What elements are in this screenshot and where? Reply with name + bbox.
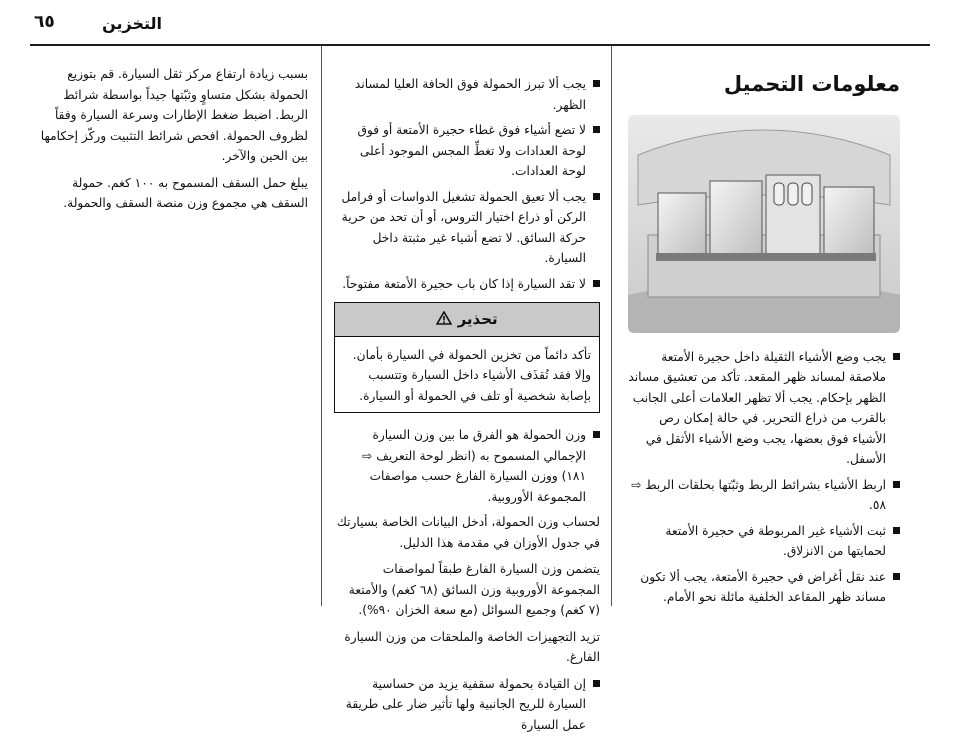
- load-bullet-2: [628, 475, 900, 516]
- paragraph-empty-weight: يتضمن وزن السيارة الفارغ طبقاً لمواصفات المجموعة الأوروبية وزن السائق (٦٨ كغم) والأمتعة (٧ كغم) وجميع السوائل (مع سعة الخزان ٩٠%).: [348, 562, 600, 617]
- page-header-title: التخزين: [102, 14, 162, 33]
- column-divider-right: [611, 46, 612, 606]
- paragraph-roof-load-1: بسبب زيادة ارتفاع مركز ثقل السيارة. قم بتوزيع الحمولة بشكل متساوٍ وثبّتها جيداً بواسطة شرائط الربط. اضبط ضغط الإطارات وسرعة السيارة وفقاً لظروف الحمولة. افحص شرائط التثبيت وركّز إحكامها بين الحين والآخر.: [40, 67, 308, 163]
- paragraph-roof-load-2: يبلغ حمل السقف المسموح به ١٠٠ كغم. حمولة السقف هي مجموع وزن منصة السقف والحمولة.: [63, 175, 308, 210]
- trunk-illustration-svg: [628, 115, 900, 333]
- warning-title: تحذير: [457, 310, 498, 328]
- section-heading: معلومات التحميل: [723, 72, 900, 96]
- load-bullet-9: وزن الحمولة هو الفرق ما بين وزن السيارة الإجمالي المسموح به (انظر لوحة التعريف ⇨ ١٨١) ووزن السيارة الفارغ حسب مواصفات المجموعة الأوروبية.: [334, 425, 600, 507]
- load-bullet-1: يجب وضع الأشياء الثقيلة داخل حجيرة الأمتعة ملاصقة لمساند ظهر المقعد. تأكد من تعشيق مساند الظهر بإحكام. يجب ألا تظهر العلامات أعلى الجانب بالقرب من ذراع التحرير. في حالة إمكان رص الأشياء فوق بعضها، يجب وضع الأشياء الأثقل في الأسفل.: [628, 347, 900, 470]
- column-divider-left: [321, 46, 322, 606]
- load-bullet-8: لا تقد السيارة إذا كان باب حجيرة الأمتعة مفتوحاً.: [334, 274, 600, 295]
- load-bullet-3: ثبت الأشياء غير المربوطة في حجيرة الأمتعة لحمايتها من الانزلاق.: [628, 521, 900, 562]
- load-bullet-4: عند نقل أغراض في حجيرة الأمتعة، يجب ألا تكون مساند ظهر المقاعد الخلفية مائلة نحو الأمام.: [628, 567, 900, 608]
- paragraph-weight-calc: لحساب وزن الحمولة، أدخل البيانات الخاصة بسيارتك في جدول الأوزان في مقدمة هذا الدليل.: [336, 515, 600, 550]
- warning-header: [335, 303, 599, 337]
- warning-triangle-icon: [436, 311, 452, 325]
- load-bullet-10: إن القيادة بحمولة سقفية يزيد من حساسية السيارة للريح الجانبية ولها تأثير ضار على طريقة عمل السيارة: [334, 674, 600, 736]
- warning-box: [334, 302, 600, 413]
- page-number: ٦٥: [34, 12, 55, 32]
- page-reference: ⇨ ٥٨.: [631, 477, 886, 512]
- load-bullet-7: يجب ألا تعيق الحمولة تشغيل الدواسات أو فرامل الركن أو ذراع اختيار التروس، أو أن تحد من حرية حركة السائق. لا تضع أشياء غير مثبتة داخل السيارة.: [334, 187, 600, 269]
- trunk-load-illustration: [628, 115, 900, 333]
- load-bullet-6: لا تضع أشياء فوق غطاء حجيرة الأمتعة أو فوق لوحة العدادات ولا تغطِّ المجس الموجود أعلى لوحة العدادات.: [334, 120, 600, 182]
- warning-body: تأكد دائماً من تخزين الحمولة في السيارة بأمان. وإلا فقد تُقذَف الأشياء داخل السيارة وتتسبب بإصابة شخصية أو تلف في الحمولة أو السيارة.: [352, 347, 591, 403]
- load-bullet-2-text: اربط الأشياء بشرائط الربط وثبّتها بحلقات الربط: [641, 477, 886, 492]
- column-middle: [334, 74, 600, 740]
- paragraph-accessories: تزيد التجهيزات الخاصة والملحقات من وزن السيارة الفارغ.: [344, 629, 600, 664]
- column-left: [40, 64, 308, 220]
- column-right: [628, 74, 900, 613]
- header-rule: [30, 44, 930, 46]
- load-bullet-5: يجب ألا تبرز الحمولة فوق الحافة العليا لمساند الظهر.: [334, 74, 600, 115]
